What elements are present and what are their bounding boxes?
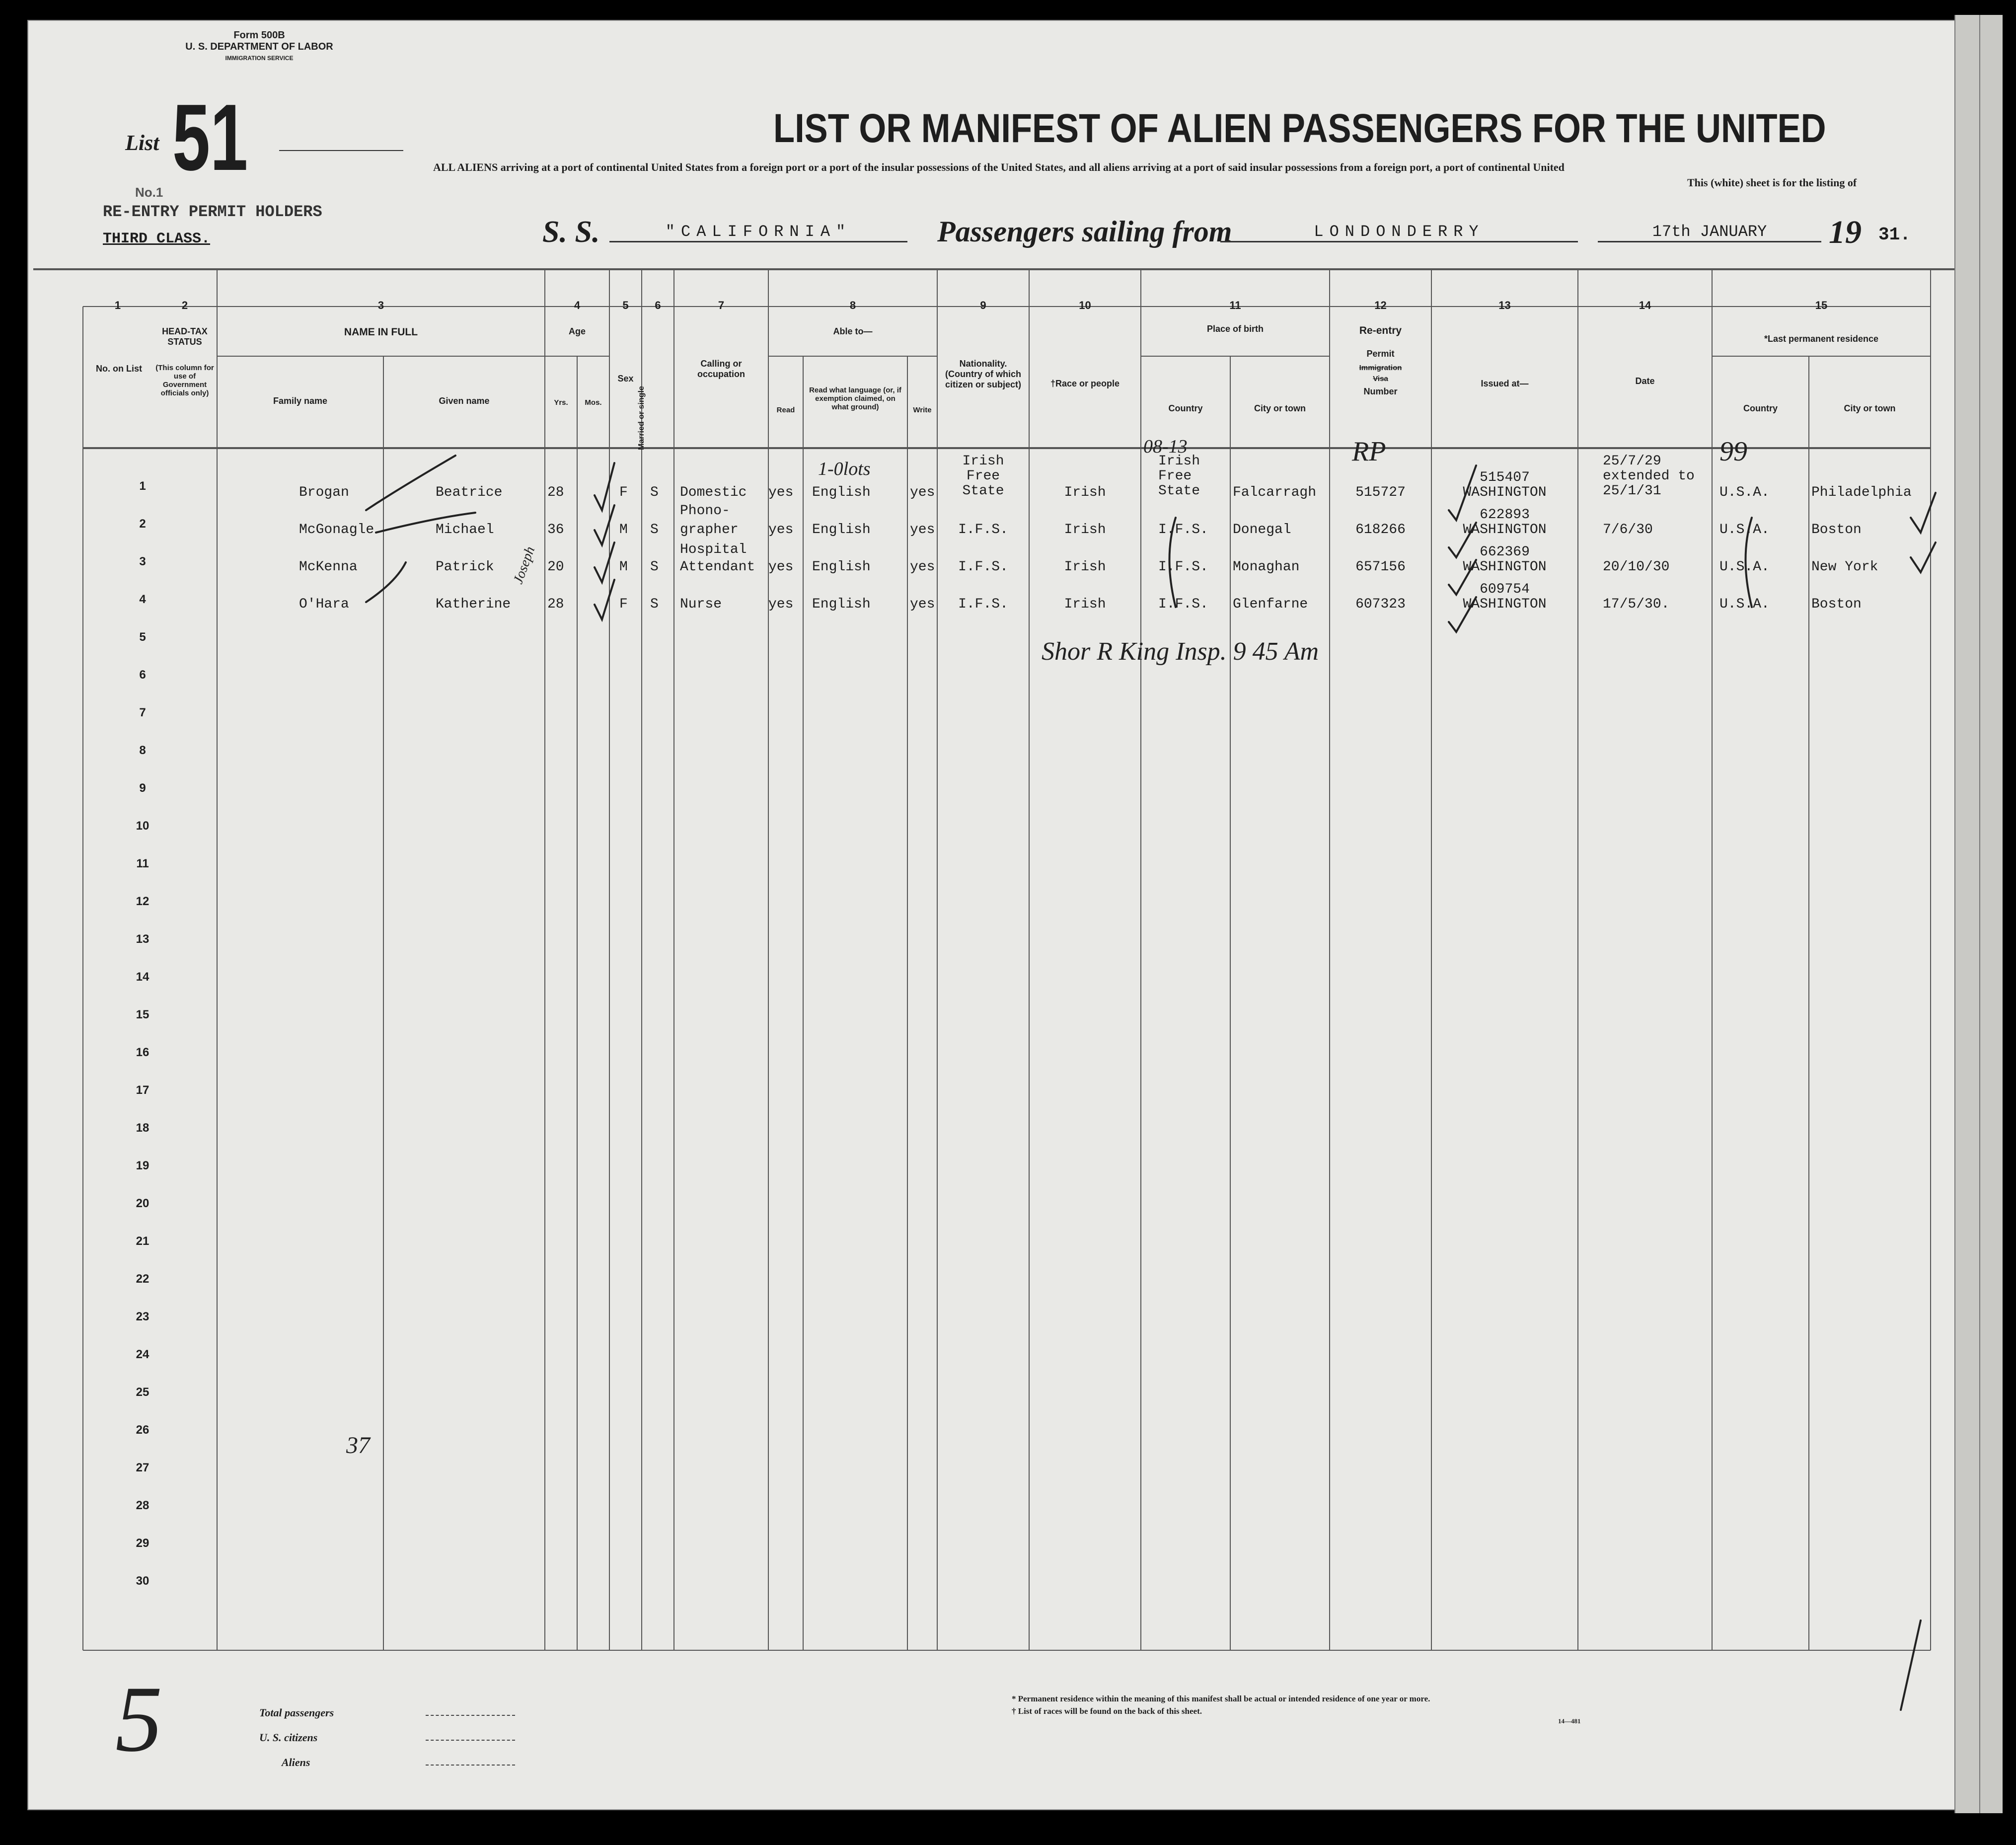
colnum-10: 10	[1079, 299, 1091, 311]
race: Irish	[1064, 522, 1106, 538]
residence-country: U.S.A.	[1719, 485, 1770, 500]
colnum-15: 15	[1815, 299, 1828, 311]
hdr-name-in-full: NAME IN FULL	[344, 326, 418, 338]
nationality: I.F.S.	[958, 522, 1008, 538]
sailing-date: 17th JANUARY	[1598, 223, 1821, 242]
hdr-nationality: Nationality. (Country of which citizen or subject)	[945, 359, 1022, 389]
total-passengers-line	[426, 1715, 515, 1716]
language: English	[812, 485, 871, 500]
language: English	[812, 522, 871, 538]
colnum-3: 3	[377, 299, 384, 311]
birth-country: I.F.S.	[1158, 559, 1208, 575]
occupation: Nurse	[680, 597, 722, 612]
handwritten-read-note: 1-0lots	[818, 459, 871, 479]
colnum-5: 5	[622, 299, 629, 311]
can-read: yes	[768, 522, 794, 538]
year-prefix: 19	[1829, 214, 1862, 250]
hdr-read-language: Read what language (or, if exemption claimed, on what ground)	[809, 386, 901, 411]
birth-city: Donegal	[1233, 522, 1291, 538]
residence-city: New York	[1811, 559, 1878, 575]
hdr-sex: Sex	[617, 374, 634, 384]
aliens-line	[426, 1765, 515, 1766]
hdr-date: Date	[1635, 376, 1655, 386]
reentry-stamp: RE-ENTRY PERMIT HOLDERS	[103, 203, 322, 221]
handwritten-permit-note: RP	[1352, 436, 1386, 467]
colnum-12: 12	[1374, 299, 1387, 311]
can-read: yes	[768, 485, 794, 500]
hdr-permit: Permit	[1366, 349, 1395, 359]
class-label: THIRD CLASS.	[103, 231, 211, 247]
marital-status: S	[650, 485, 659, 500]
nationality-line: State	[962, 483, 1004, 499]
hdr-calling: Calling or occupation	[697, 359, 745, 379]
birth-country: I.F.S.	[1158, 597, 1208, 612]
occupation-continued: grapher	[680, 522, 739, 538]
row-number: 26	[136, 1423, 149, 1437]
issued-number: 609754	[1480, 582, 1530, 597]
permit-number: 607323	[1355, 597, 1406, 612]
issued-number: 515407	[1480, 470, 1530, 485]
language: English	[812, 597, 871, 612]
residence-city: Boston	[1811, 597, 1862, 612]
birth-city: Glenfarne	[1233, 597, 1308, 612]
handwritten-given-note: Joseph	[510, 544, 538, 586]
colnum-13: 13	[1498, 299, 1511, 311]
handwritten-corner-mark: 5	[115, 1667, 162, 1771]
colnum-11: 11	[1229, 299, 1241, 311]
row-number: 16	[136, 1046, 149, 1059]
row-number: 14	[136, 970, 149, 984]
hdr-birth-country: Country	[1168, 403, 1203, 413]
nationality-line: Free	[966, 468, 1000, 484]
hdr-res-city: City or town	[1844, 403, 1896, 413]
marital-status: S	[650, 522, 659, 538]
hdr-family-name: Family name	[273, 396, 328, 406]
hdr-yrs: Yrs.	[554, 398, 568, 407]
age-years: 28	[547, 485, 564, 500]
page-edge	[1979, 15, 2003, 1813]
marital-status: S	[650, 559, 659, 575]
nationality: I.F.S.	[958, 559, 1008, 575]
handwritten-page-mark: 37	[346, 1432, 370, 1459]
residence-country: U.S.A.	[1719, 522, 1770, 538]
row-number: 11	[136, 857, 149, 870]
family-name: Brogan	[299, 485, 349, 500]
colnum-14: 14	[1639, 299, 1651, 311]
hdr-write: Write	[913, 406, 932, 414]
total-passengers-label: Total passengers	[259, 1706, 334, 1719]
given-name: Patrick	[436, 559, 494, 575]
us-citizens-line	[426, 1740, 515, 1741]
nationality: I.F.S.	[958, 597, 1008, 612]
row-number: 22	[136, 1272, 149, 1286]
birth-country-line: State	[1158, 483, 1200, 499]
permit-number: 515727	[1355, 485, 1406, 500]
handwritten-inspector-stamp: Shor R King Insp. 9 45 Am	[1042, 637, 1319, 666]
residence-country: U.S.A.	[1719, 597, 1770, 612]
hdr-reentry: Re-entry	[1359, 325, 1402, 336]
hdr-race: †Race or people	[1050, 379, 1120, 388]
permit-number: 618266	[1355, 522, 1406, 538]
row-number: 21	[136, 1234, 149, 1248]
sailing-label: Passengers sailing from	[937, 215, 1232, 248]
hdr-age: Age	[568, 326, 586, 336]
birth-country-line: Irish	[1158, 454, 1200, 469]
residence-city: Philadelphia	[1811, 485, 1912, 500]
date: 17/5/30.	[1603, 597, 1670, 612]
sex: M	[619, 559, 628, 575]
hdr-mos: Mos.	[585, 398, 602, 407]
hdr-issued-at: Issued at—	[1481, 379, 1529, 388]
hdr-last-residence: *Last permanent residence	[1764, 334, 1879, 344]
subtitle-line-2: This (white) sheet is for the listing of	[1687, 176, 1857, 189]
hdr-res-country: Country	[1743, 403, 1778, 413]
row-number: 25	[136, 1385, 149, 1399]
colnum-2: 2	[181, 299, 188, 311]
row-number: 15	[136, 1008, 149, 1021]
given-name: Beatrice	[436, 485, 503, 500]
occupation: Phono-	[680, 503, 730, 519]
row-number: 17	[136, 1083, 149, 1097]
occupation: Domestic	[680, 485, 747, 500]
race: Irish	[1064, 485, 1106, 500]
given-name: Katherine	[436, 597, 511, 612]
list-number: 51	[172, 85, 248, 190]
issued-at: WASHINGTON	[1463, 485, 1547, 500]
hdr-visa: Visa	[1373, 375, 1388, 383]
residence-city: Boston	[1811, 522, 1862, 538]
date: 20/10/30	[1603, 559, 1670, 575]
hdr-given-name: Given name	[439, 396, 490, 406]
year-suffix: 31.	[1878, 225, 1911, 245]
can-read: yes	[768, 559, 794, 575]
hdr-no-on-list: No. on List	[96, 364, 142, 374]
colnum-8: 8	[849, 299, 856, 311]
small-stamp: No.1	[135, 185, 163, 200]
form-code: 14—481	[1558, 1717, 1581, 1725]
row-number: 1	[139, 479, 146, 493]
permit-number: 657156	[1355, 559, 1406, 575]
sex: F	[619, 597, 628, 612]
colnum-9: 9	[980, 299, 986, 311]
hdr-able-to: Able to—	[833, 326, 873, 336]
family-name: McGonagle	[299, 522, 374, 538]
ss-label: S. S.	[542, 215, 600, 249]
row-number: 6	[139, 668, 146, 682]
sex: F	[619, 485, 628, 500]
manifest-page	[27, 20, 1976, 1810]
row-number: 3	[139, 555, 146, 568]
age-years: 28	[547, 597, 564, 612]
given-name: Michael	[436, 522, 494, 538]
issued-number: 662369	[1480, 544, 1530, 560]
row-number: 24	[136, 1348, 149, 1361]
sex: M	[619, 522, 628, 538]
row-number: 5	[139, 630, 146, 644]
check-marks	[28, 21, 1975, 1809]
hdr-head-tax: HEAD-TAX STATUS	[162, 326, 208, 347]
row-number: 19	[136, 1159, 149, 1172]
form-number: Form 500B	[233, 30, 285, 41]
can-write: yes	[910, 559, 935, 575]
age-years: 20	[547, 559, 564, 575]
birth-city: Falcarragh	[1233, 485, 1317, 500]
department: U. S. DEPARTMENT OF LABOR	[185, 41, 333, 52]
colnum-6: 6	[655, 299, 661, 311]
issued-number: 622893	[1480, 507, 1530, 523]
list-label: List	[125, 131, 159, 155]
family-name: McKenna	[299, 559, 358, 575]
nationality-line: Irish	[962, 454, 1004, 469]
us-citizens-label: U. S. citizens	[259, 1731, 318, 1744]
page-title: LIST OR MANIFEST OF ALIEN PASSENGERS FOR THE UNITED	[773, 106, 1826, 151]
birth-city: Monaghan	[1233, 559, 1300, 575]
date-line: 25/7/29	[1603, 454, 1661, 469]
row-number: 28	[136, 1499, 149, 1512]
can-write: yes	[910, 597, 935, 612]
port-name: LONDONDERRY	[1220, 223, 1578, 242]
aliens-label: Aliens	[282, 1756, 310, 1768]
hdr-married: Married or single	[637, 386, 646, 450]
row-number: 23	[136, 1310, 149, 1323]
row-number: 18	[136, 1121, 149, 1135]
residence-country: U.S.A.	[1719, 559, 1770, 575]
colnum-1: 1	[114, 299, 121, 311]
can-read: yes	[768, 597, 794, 612]
ship-name: "CALIFORNIA"	[609, 223, 907, 242]
issued-at: WASHINGTON	[1463, 522, 1547, 538]
occupation-continued: Attendant	[680, 559, 755, 575]
birth-country-line: Free	[1158, 468, 1192, 484]
birth-country: I.F.S.	[1158, 522, 1208, 538]
date-line: extended to	[1603, 468, 1695, 484]
handwritten-birth-note: 08-13	[1143, 436, 1188, 457]
row-number: 10	[136, 819, 149, 833]
issued-at: WASHINGTON	[1463, 559, 1547, 575]
row-number: 7	[139, 706, 146, 719]
hdr-immigration: Immigration	[1359, 364, 1402, 372]
date-line: 25/1/31	[1603, 483, 1661, 499]
date: 7/6/30	[1603, 522, 1653, 538]
family-name: O'Hara	[299, 597, 349, 612]
races-note: † List of races will be found on the back of this sheet.	[1012, 1706, 1202, 1716]
hdr-birth-city: City or town	[1254, 403, 1306, 413]
hdr-head-tax-note: (This column for use of Government officials only)	[155, 364, 214, 397]
permanent-residence-note: * Permanent residence within the meaning of this manifest shall be actual or intended residence of one year or more.	[1012, 1694, 1430, 1703]
hdr-number: Number	[1363, 386, 1398, 396]
handwritten-residence-note: 99	[1719, 436, 1747, 467]
row-number: 20	[136, 1197, 149, 1210]
hdr-read: Read	[776, 406, 795, 414]
row-number: 12	[136, 895, 149, 908]
marital-status: S	[650, 597, 659, 612]
issued-at: WASHINGTON	[1463, 597, 1547, 612]
race: Irish	[1064, 597, 1106, 612]
row-number: 8	[139, 744, 146, 757]
row-number: 13	[136, 932, 149, 946]
can-write: yes	[910, 485, 935, 500]
age-years: 36	[547, 522, 564, 538]
row-number: 2	[139, 517, 146, 531]
colnum-7: 7	[718, 299, 725, 311]
row-number: 30	[136, 1574, 149, 1588]
hdr-place-of-birth: Place of birth	[1206, 324, 1264, 334]
subtitle-line: ALL ALIENS arriving at a port of continental United States from a foreign port or a port of the insular possessions of the United States, and all aliens arriving at a port of said insular possessions from a foreign port, a port of continental United	[433, 161, 1565, 173]
race: Irish	[1064, 559, 1106, 575]
can-write: yes	[910, 522, 935, 538]
row-number: 4	[139, 593, 146, 606]
occupation: Hospital	[680, 542, 747, 557]
service: IMMIGRATION SERVICE	[225, 55, 294, 62]
row-number: 9	[139, 781, 146, 795]
row-number: 29	[136, 1537, 149, 1550]
row-number: 27	[136, 1461, 149, 1474]
colnum-4: 4	[574, 299, 581, 311]
language: English	[812, 559, 871, 575]
